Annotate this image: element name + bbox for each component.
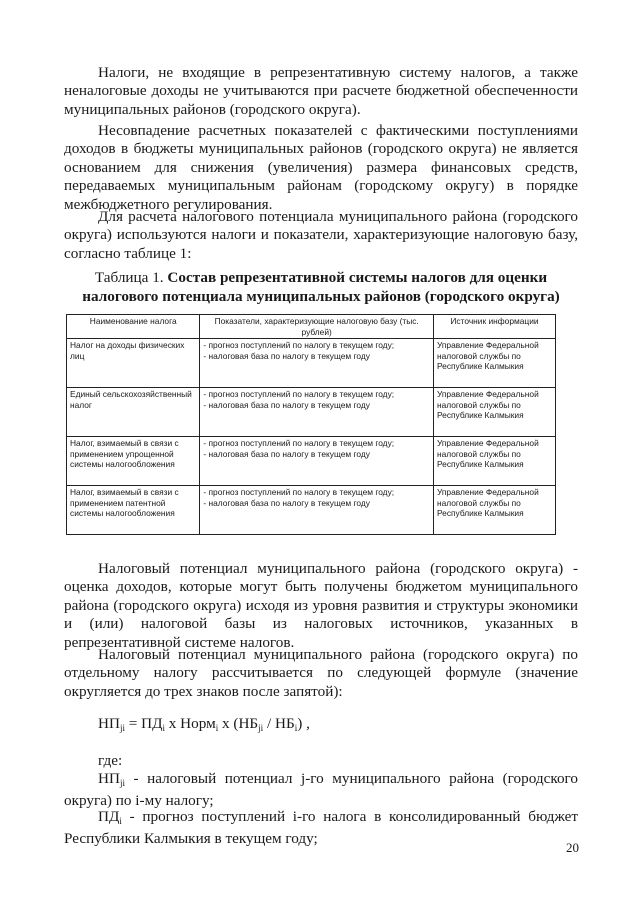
- paragraph-5: Налоговый потенциал муниципального района (городского округа) по отдельному налогу рассчитывается по следующей формуле (значение округляется до трех знаков после запятой):: [64, 646, 578, 700]
- tax-name-cell: Налог, взимаемый в связи с применением патентной системы налогообложения: [67, 486, 200, 535]
- tax-name-cell: Налог на доходы физических лиц: [67, 339, 200, 388]
- tax-table: [66, 314, 556, 535]
- paragraph-2: Несовпадение расчетных показателей с фактическими поступлениями доходов в бюджеты муниципальных районов (городского округа) не является основанием для снижения (увеличения) размера финансовых средств, передаваемых муниципальным районам (городскому округу) в порядке межбюджетного регулирования.: [64, 122, 578, 213]
- page-number: 20: [566, 840, 579, 855]
- where-label: где:: [98, 752, 123, 769]
- indicator-base: - налоговая база по налогу в текущем году: [203, 448, 370, 459]
- header-source: Источник информации: [433, 315, 555, 339]
- table-row: [67, 339, 556, 388]
- table-caption-prefix: Таблица 1.: [94, 269, 168, 286]
- tax-name-cell: Налог, взимаемый в связи с применением упрощенной системы налогообложения: [67, 437, 200, 486]
- table-header-row: [67, 315, 556, 339]
- source-cell: Управление Федеральной налоговой службы по Республике Калмыкия: [433, 437, 555, 486]
- indicator-base: - налоговая база по налогу в текущем году: [203, 350, 370, 361]
- table-row: [67, 437, 556, 486]
- paragraph-4: Налоговый потенциал муниципального района (городского округа) - оценка доходов, которые могут быть получены бюджетом муниципального района (городского округа) исходя из уровня развития и структуры экономики и (или) налоговой базы из налоговых источников, указанных в репрезентативной системе налогов.: [64, 560, 578, 651]
- tax-potential-formula: $НП_{ji} = ПД_i$ x Норм$_i$ x $(НБ_{ji} / НБ_i)$ ,: [98, 715, 310, 733]
- source-cell: Управление Федеральной налоговой службы по Республике Калмыкия: [433, 486, 555, 535]
- paragraph-3: Для расчета налогового потенциала муниципального района (городского округа) используются налоги и показатели, характеризующие налоговую базу, согласно таблице 1:: [64, 208, 578, 262]
- indicators-cell: [200, 339, 434, 388]
- header-indicators: Показатели, характеризующие налоговую базу (тыс. рублей): [200, 315, 434, 339]
- definition-np: $НП_{ji}$ - налоговый потенциал j-го муниципального района (городского округа) по i-му налогу;: [64, 770, 578, 810]
- tax-name-cell: Единый сельскохозяйственный налог: [67, 388, 200, 437]
- header-tax-name: Наименование налога: [67, 315, 200, 339]
- indicator-base: - налоговая база по налогу в текущем году: [203, 399, 370, 410]
- indicators-cell: [200, 437, 434, 486]
- indicators-cell: [200, 486, 434, 535]
- table-row: [67, 388, 556, 437]
- table-caption: [64, 268, 578, 306]
- indicator-forecast: - прогноз поступлений по налогу в текущем году;: [203, 340, 395, 351]
- table-caption-title: Состав репрезентативной системы налогов для оценки налогового потенциала муниципальных районов (городского округа): [82, 269, 560, 305]
- indicator-forecast: - прогноз поступлений по налогу в текущем году;: [203, 389, 395, 400]
- indicator-base: - налоговая база по налогу в текущем году: [203, 497, 370, 508]
- source-cell: Управление Федеральной налоговой службы по Республике Калмыкия: [433, 388, 555, 437]
- source-cell: Управление Федеральной налоговой службы по Республике Калмыкия: [433, 339, 555, 388]
- indicator-forecast: - прогноз поступлений по налогу в текущем году;: [203, 438, 395, 449]
- indicators-cell: [200, 388, 434, 437]
- definition-pd: $ПД_i$ - прогноз поступлений i-го налога в консолидированный бюджет Республики Калмыкия в текущем году;: [64, 808, 578, 848]
- table-row: [67, 486, 556, 535]
- indicator-forecast: - прогноз поступлений по налогу в текущем году;: [203, 487, 395, 498]
- paragraph-1: Налоги, не входящие в репрезентативную систему налогов, а также неналоговые доходы не учитываются при расчете бюджетной обеспеченности муниципальных районов (городского округа).: [64, 64, 578, 118]
